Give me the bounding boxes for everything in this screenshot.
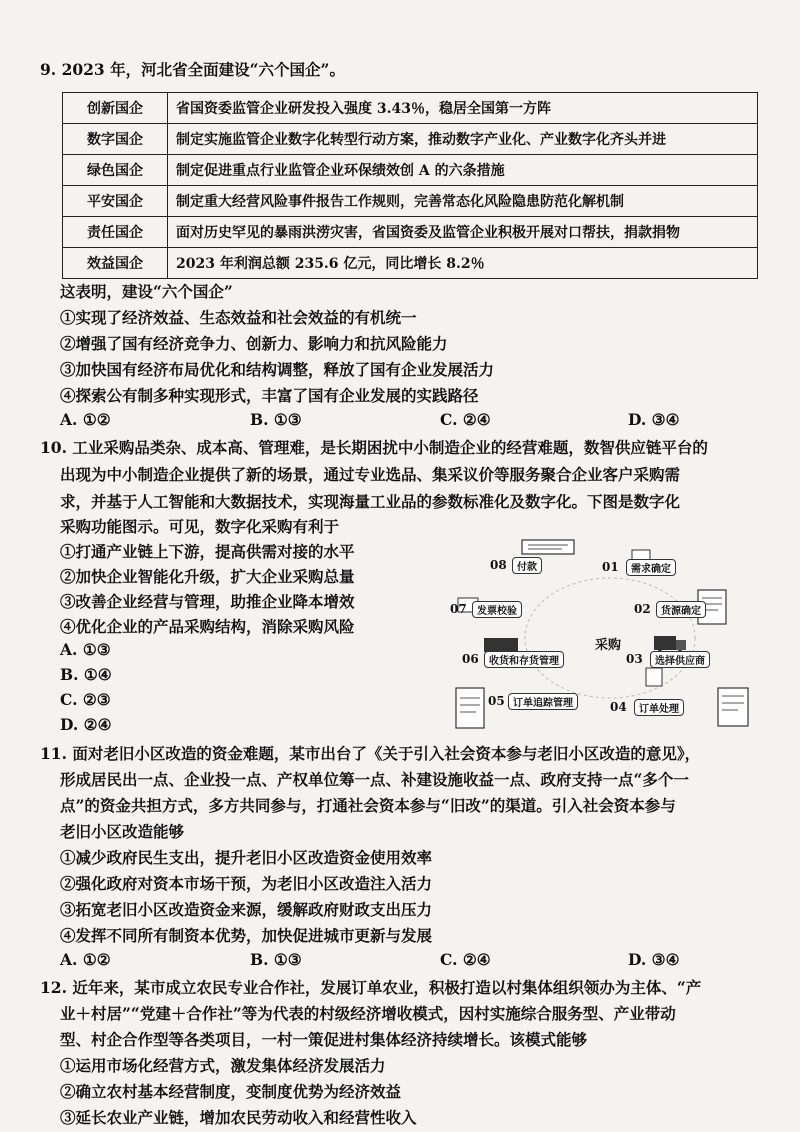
step-number: 08 (490, 558, 507, 572)
q11-stem-line-1: 11. 面对老旧小区改造的资金难题，某市出台了《关于引入社会资本参与老旧小区改造的意见》， (40, 744, 701, 763)
q11-choice-c: C. ②④ (440, 950, 491, 969)
table-key: 绿色国企 (63, 155, 168, 186)
q12-stem-line-3: 型、村企合作型等各类项目，一村一策促进村集体经济持续增长。该模式能够 (60, 1030, 588, 1049)
q10-choice-c: C. ②③ (60, 690, 111, 709)
q11-choice-a: A. ①② (60, 950, 111, 969)
step-label-demand: 需求确定 (626, 559, 676, 576)
document-icon (718, 688, 748, 726)
q9-choice-b: B. ①③ (250, 410, 302, 429)
q10-option-4: ④优化企业的产品采购结构，消除采购风险 (60, 617, 355, 636)
q10-stem-line-1: 10. 工业采购品类杂、成本高、管理难，是长期困扰中小制造企业的经营难题，数智供应链平台的 (40, 438, 708, 457)
q9-choice-d: D. ③④ (628, 410, 680, 429)
q9-option-2: ②增强了国有经济竞争力、创新力、影响力和抗风险能力 (60, 334, 448, 353)
q10-option-1: ①打通产业链上下游，提高供需对接的水平 (60, 542, 355, 561)
document-icon (456, 688, 484, 728)
q10-choice-a: A. ①③ (60, 640, 111, 659)
q9-option-1: ①实现了经济效益、生态效益和社会效益的有机统一 (60, 308, 417, 327)
q11-option-4: ④发挥不同所有制资本优势，加快促进城市更新与发展 (60, 926, 433, 945)
procurement-diagram (450, 538, 770, 738)
q11-option-3: ③拓宽老旧小区改造资金来源，缓解政府财政支出压力 (60, 900, 433, 919)
q11-stem-line-3: 点”的资金共担方式，多方共同参与，打通社会资本参与“旧改”的渠道。引入社会资本参与 (60, 796, 676, 815)
table-key: 创新国企 (63, 93, 168, 124)
table-key: 平安国企 (63, 186, 168, 217)
table-key: 数字国企 (63, 124, 168, 155)
q12-option-2: ②确立农村基本经营制度，变制度优势为经济效益 (60, 1082, 402, 1101)
q9-stem: 这表明，建设“六个国企” (60, 282, 233, 301)
q9-option-4: ④探索公有制多种实现形式，丰富了国有企业发展的实践路径 (60, 386, 479, 405)
step-label-payment: 付款 (512, 557, 542, 574)
q11-option-1: ①减少政府民生支出，提升老旧小区改造资金使用效率 (60, 848, 433, 867)
q10-option-2: ②加快企业智能化升级，扩大企业采购总量 (60, 567, 355, 586)
table-row (63, 217, 758, 248)
truck-icon (484, 638, 518, 652)
q10-stem-line-2: 出现为中小制造企业提供了新的场景，通过专业选品、集采议价等服务聚合企业客户采购需 (60, 465, 681, 484)
q9-choice-c: C. ②④ (440, 410, 491, 429)
diagram-center-label: 采购 (595, 638, 622, 653)
step-label-order-processing: 订单处理 (634, 699, 684, 716)
step-number: 04 (610, 700, 627, 714)
q9-title: 9. 2023 年，河北省全面建设“六个国企”。 (40, 60, 345, 79)
step-number: 05 (488, 694, 505, 708)
step-number: 02 (634, 602, 651, 616)
table-row (63, 155, 758, 186)
table-row (63, 93, 758, 124)
truck-icon (654, 636, 676, 650)
step-label-invoice: 发票校验 (472, 601, 522, 618)
table-value: 省国资委监管企业研发投入强度 3.43％，稳居全国第一方阵 (168, 93, 758, 124)
table-key: 责任国企 (63, 217, 168, 248)
q12-option-1: ①运用市场化经营方式，激发集体经济发展活力 (60, 1056, 386, 1075)
q11-choice-b: B. ①③ (250, 950, 302, 969)
q12-option-3: ③延长农业产业链，增加农民劳动收入和经营性收入 (60, 1108, 417, 1127)
q11-choice-d: D. ③④ (628, 950, 680, 969)
table-row (63, 248, 758, 279)
q10-choice-b: B. ①④ (60, 665, 112, 684)
table-value: 制定实施监管企业数字化转型行动方案，推动数字产业化、产业数字化齐头并进 (168, 124, 758, 155)
document-icon (646, 668, 662, 686)
table-row (63, 186, 758, 217)
q12-stem-line-1: 12. 近年来，某市成立农民专业合作社，发展订单农业，积极打造以村集体组织领办为主体、“产 (40, 978, 702, 997)
q10-choice-d: D. ②④ (60, 715, 112, 734)
step-label-supplier: 选择供应商 (650, 651, 710, 668)
table-value: 2023 年利润总额 235.6 亿元，同比增长 8.2％ (168, 248, 758, 279)
step-number: 03 (626, 652, 643, 666)
six-soe-table (62, 92, 758, 279)
table-value: 面对历史罕见的暴雨洪涝灾害，省国资委及监管企业积极开展对口帮扶，捐款捐物 (168, 217, 758, 248)
step-label-receiving: 收货和存货管理 (484, 651, 564, 668)
q11-option-2: ②强化政府对资本市场干预，为老旧小区改造注入活力 (60, 874, 433, 893)
step-number: 07 (450, 602, 467, 616)
q11-stem-line-4: 老旧小区改造能够 (60, 822, 185, 841)
step-label-source: 货源确定 (656, 601, 706, 618)
table-row (63, 124, 758, 155)
table-key: 效益国企 (63, 248, 168, 279)
q9-choice-a: A. ①② (60, 410, 111, 429)
q9-option-3: ③加快国有经济布局优化和结构调整，释放了国有企业发展活力 (60, 360, 495, 379)
table-value: 制定促进重点行业监管企业环保绩效创 A 的六条措施 (168, 155, 758, 186)
q10-stem-line-4: 采购功能图示。可见，数字化采购有利于 (60, 517, 340, 536)
q10-option-3: ③改善企业经营与管理，助推企业降本增效 (60, 592, 355, 611)
q12-stem-line-2: 业＋村居”“党建＋合作社”等为代表的村级经济增收模式，因村实施综合服务型、产业带动 (60, 1004, 676, 1023)
document-icon (522, 540, 574, 554)
step-label-order-tracking: 订单追踪管理 (508, 693, 578, 710)
step-number: 01 (602, 560, 619, 574)
table-value: 制定重大经营风险事件报告工作规则，完善常态化风险隐患防范化解机制 (168, 186, 758, 217)
step-number: 06 (462, 652, 479, 666)
q10-stem-line-3: 求，并基于人工智能和大数据技术，实现海量工业品的参数标准化及数字化。下图是数字化 (60, 492, 681, 511)
q11-stem-line-2: 形成居民出一点、企业投一点、产权单位筹一点、补建设施收益一点、政府支持一点“多个一 (60, 770, 689, 789)
